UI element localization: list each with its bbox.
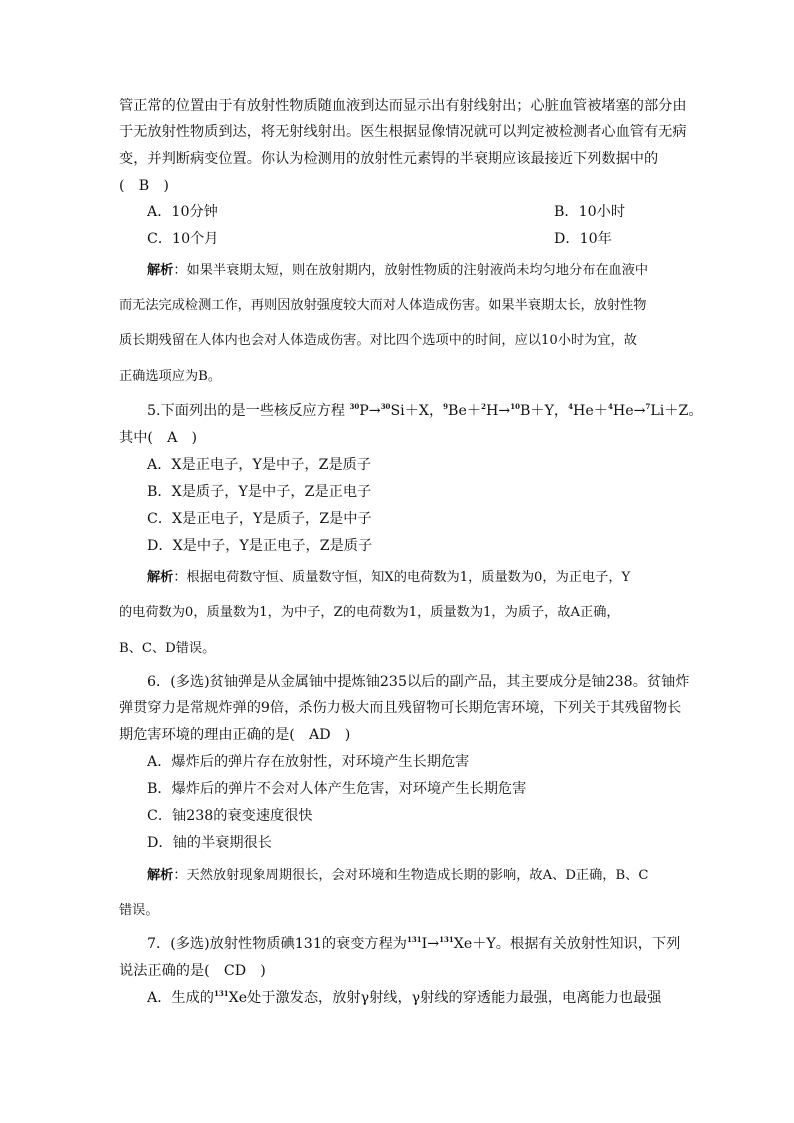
- q4-option-d: D．10年: [554, 231, 612, 247]
- q6-analysis-text: ：天然放射现象周期很长，会对环境和生物造成长期的影响，故A、D正确，B、C: [173, 868, 649, 883]
- q4-stem-line: 变，并判断病变位置。你认为检测用的放射性元素锝的半衰期应该最接近下列数据中的: [119, 151, 659, 167]
- q7-option-a: A．生成的$^{131}$Xe处于激发态，放射γ射线，γ射线的穿透能力最强，电离能力也最强: [147, 989, 662, 1006]
- q4-option-c: C．10个月: [147, 231, 219, 247]
- nuclear-equations: $^{30}$P→$^{30}$Si＋X，$^9$Be＋$^2$H→$^{10}$B＋Y，$^4$He＋$^4$He→$^7$Li＋Z。: [349, 402, 703, 419]
- q6-option: A．爆炸后的弹片存在放射性，对环境产生长期危害: [147, 754, 470, 770]
- q4-option-row: [147, 229, 679, 249]
- q5-analysis-line: [147, 568, 679, 588]
- q4-analysis-text: ：如果半衰期太短，则在放射期内，放射性物质的注射液尚未均匀地分布在血液中: [173, 263, 649, 278]
- q5-stem-text: 5.下面列出的是一些核反应方程: [147, 403, 345, 419]
- q7-stem-text: 7．(多选)放射性物质碘131的衰变方程为: [147, 936, 407, 952]
- q4-analysis-line: 正确选项应为B。: [119, 369, 222, 384]
- q6-analysis-line: [147, 866, 679, 886]
- q5-analysis-line: B、C、D错误。: [119, 641, 216, 656]
- q4-option-b: B．10小时: [554, 204, 626, 220]
- q5-analysis-text: ：根据电荷数守恒、质量数守恒，知X的电荷数为1，质量数为0，为正电子，Y: [173, 570, 631, 585]
- q4-analysis-line: 而无法完成检测工作，再则因放射强度较大而对人体造成伤害。如果半衰期太长，放射性物: [119, 298, 647, 313]
- q6-stem-line: 弹贯穿力是常规炸弹的9倍，杀伤力极大而且残留物可长期危害环境，下列关于其残留物长: [119, 700, 682, 716]
- q4-answer: ( B ): [119, 178, 169, 194]
- q5-option: B．X是质子，Y是中子，Z是正电子: [147, 484, 372, 500]
- analysis-label: 解析: [147, 868, 174, 883]
- q5-stem-line: 其中( A ): [119, 430, 198, 446]
- q6-option: D．铀的半衰期很长: [147, 835, 272, 851]
- q4-option-row: [147, 202, 679, 222]
- q7-stem-text: 根据有关放射性知识，下列: [510, 936, 681, 952]
- q6-option: B．爆炸后的弹片不会对人体产生危害，对环境产生长期危害: [147, 781, 527, 797]
- q4-stem-line: 管正常的位置由于有放射性物质随血液到达而显示出有射线射出；心脏血管被堵塞的部分由: [119, 98, 687, 114]
- q5-analysis-line: 的电荷数为0，质量数为1，为中子，Z的电荷数为1，质量数为1，为质子，故A正确，: [119, 605, 620, 620]
- analysis-label: 解析: [147, 570, 174, 585]
- q4-analysis-line: [147, 261, 679, 281]
- q4-option-a: A．10分钟: [147, 204, 218, 220]
- q4-stem-line: 于无放射性物质到达，将无射线射出。医生根据显像情况就可以判定被检测者心血管有无病: [119, 124, 687, 140]
- q5-option: A．X是正电子，Y是中子，Z是质子: [147, 457, 372, 473]
- q6-option: C．铀238的衰变速度很快: [147, 808, 313, 824]
- q7-stem-line: 说法正确的是( CD ): [119, 963, 266, 979]
- q5-option: C．X是正电子，Y是质子，Z是中子: [147, 511, 372, 527]
- q5-option: D．X是中子，Y是正电子，Z是质子: [147, 538, 373, 554]
- q6-stem-line: 6．(多选)贫铀弹是从金属铀中提炼铀235以后的副产品，其主要成分是铀238。贫铀炸: [147, 674, 690, 690]
- q6-analysis-line: 错误。: [119, 903, 159, 918]
- q6-stem-line: 期危害环境的理由正确的是( AD ): [119, 727, 351, 743]
- q5-stem-line: [147, 401, 703, 421]
- q4-analysis-line: 质长期残留在人体内也会对人体造成伤害。对比四个选项中的时间，应以10小时为宜，故: [119, 333, 637, 348]
- analysis-label: 解析: [147, 263, 174, 278]
- q7-stem-line: [147, 934, 679, 954]
- decay-equation: $^{131}$I→$^{131}$Xe＋Y。: [407, 935, 510, 952]
